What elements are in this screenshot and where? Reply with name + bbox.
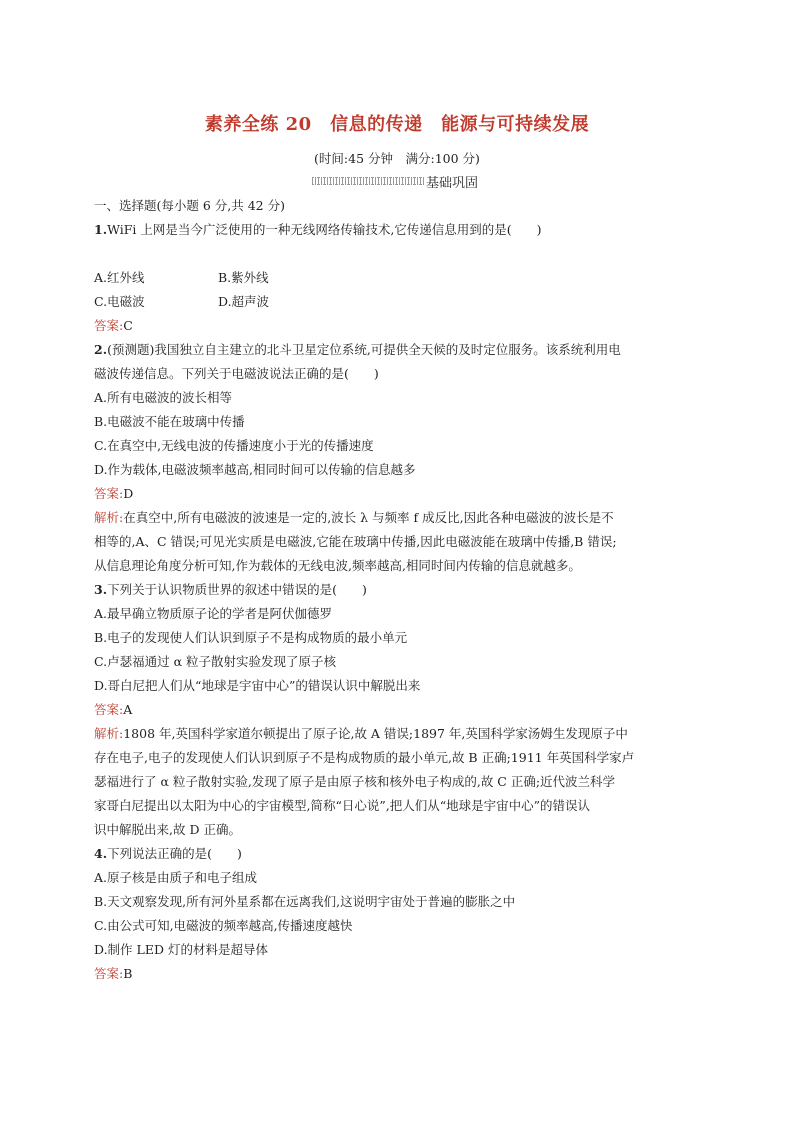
question-1-answer: 答案:C [94, 318, 133, 333]
option-b: B.电磁波不能在玻璃中传播 [94, 414, 245, 429]
question-3-analysis-line-4: 家哥白尼提出以太阳为中心的宇宙模型,简称“日心说”,把人们从“地球是宇宙中心”的错误认 [94, 798, 591, 813]
section-heading: 一、选择题(每小题 6 分,共 42 分) [94, 198, 285, 213]
option-d: D.超声波 [218, 294, 270, 309]
question-2-analysis-line-2: 相等的,A、C 错误;可见光实质是电磁波,它能在玻璃中传播,因此电磁波能在玻璃中传播,B 错误; [94, 534, 617, 549]
page-title: 素养全练 20 信息的传递 能源与可持续发展 [204, 114, 590, 135]
question-2-analysis-line-1: 解析:在真空中,所有电磁波的波速是一定的,波长 λ 与频率 f 成反比,因此各种电磁波的波长是不 [94, 510, 614, 525]
dotted-bar-decoration [312, 177, 424, 185]
question-2-stem-line-2: 磁波传递信息。下列关于电磁波说法正确的是( ) [94, 366, 379, 381]
question-2-answer: 答案:D [94, 486, 134, 501]
option-b: B.紫外线 [218, 270, 269, 285]
question-3-stem: 3.下列关于认识物质世界的叙述中错误的是( ) [94, 582, 367, 597]
option-a: A.所有电磁波的波长相等 [94, 390, 233, 405]
option-c: C.电磁波 [94, 294, 145, 309]
time-score-info: (时间:45 分钟 满分:100 分) [314, 151, 480, 166]
question-3-analysis-line-2: 存在电子,电子的发现使人们认识到原子不是构成物质的最小单元,故 B 正确;1911 年英国科学家卢 [94, 750, 635, 765]
option-a: A.红外线 [94, 270, 145, 285]
question-number: 2. [94, 342, 108, 357]
question-2-analysis-line-3: 从信息理论角度分析可知,作为载体的无线电波,频率越高,相同时间内传输的信息就越多。 [94, 558, 581, 573]
question-3-analysis-line-1: 解析:1808 年,英国科学家道尔顿提出了原子论,故 A 错误;1897 年,英国科学家汤姆生发现原子中 [94, 726, 628, 741]
question-1-stem: 1.WiFi 上网是当今广泛使用的一种无线网络传输技术,它传递信息用到的是( ) [94, 222, 542, 237]
question-number: 4. [94, 846, 108, 861]
question-3-analysis-line-3: 瑟福进行了 α 粒子散射实验,发现了原子是由原子核和核外电子构成的,故 C 正确;近代波兰科学 [94, 774, 616, 789]
option-d: D.作为载体,电磁波频率越高,相同时间可以传输的信息越多 [94, 462, 416, 477]
section-banner [312, 172, 478, 190]
option-d: D.制作 LED 灯的材料是超导体 [94, 942, 268, 957]
option-a: A.最早确立物质原子论的学者是阿伏伽德罗 [94, 606, 333, 621]
option-b: B.天文观察发现,所有河外星系都在远离我们,这说明宇宙处于普遍的膨胀之中 [94, 894, 516, 909]
option-c: C.由公式可知,电磁波的频率越高,传播速度越快 [94, 918, 353, 933]
question-3-answer: 答案:A [94, 702, 133, 717]
question-content [94, 194, 700, 986]
option-d: D.哥白尼把人们从“地球是宇宙中心”的错误认识中解脱出来 [94, 678, 421, 693]
question-2-stem-line-1: 2.(预测题)我国独立自主建立的北斗卫星定位系统,可提供全天候的及时定位服务。该系统利用电 [94, 342, 621, 357]
section-banner-label: 基础巩固 [426, 175, 479, 191]
option-a: A.原子核是由质子和电子组成 [94, 870, 258, 885]
question-1-options [94, 266, 700, 314]
question-number: 3. [94, 582, 108, 597]
question-number: 1. [94, 222, 108, 237]
question-4-stem: 4.下列说法正确的是( ) [94, 846, 242, 861]
option-c: C.卢瑟福通过 α 粒子散射实验发现了原子核 [94, 654, 336, 669]
question-4-answer: 答案:B [94, 966, 133, 981]
option-b: B.电子的发现使人们认识到原子不是构成物质的最小单元 [94, 630, 408, 645]
question-3-analysis-line-5: 识中解脱出来,故 D 正确。 [94, 822, 241, 837]
option-c: C.在真空中,无线电波的传播速度小于光的传播速度 [94, 438, 374, 453]
